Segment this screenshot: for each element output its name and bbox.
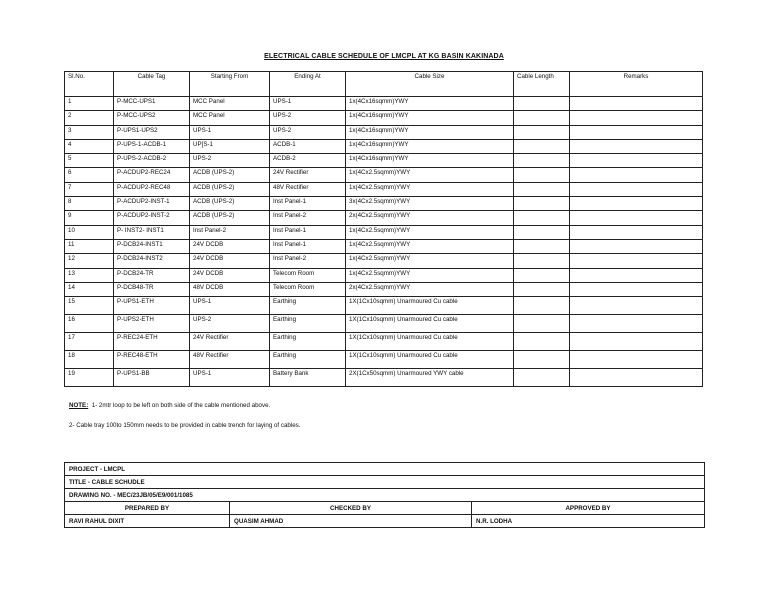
remarks-cell [570, 369, 703, 387]
cable-length-cell [514, 125, 570, 139]
cable-size-cell: 1x(4Cx16sqmm)YWY [346, 97, 514, 111]
ending-at-cell: ACDB-1 [270, 139, 346, 153]
remarks-cell [570, 182, 703, 196]
starting-from-cell: MCC Panel [190, 97, 270, 111]
remarks-cell [570, 268, 703, 282]
sl-no-cell: 9 [65, 211, 114, 225]
ending-at-cell: Earthing [270, 351, 346, 369]
cable-length-cell [514, 351, 570, 369]
approved-by-label: APPROVED BY [472, 502, 705, 515]
cable-length-cell [514, 139, 570, 153]
remarks-cell [570, 211, 703, 225]
remarks-cell [570, 154, 703, 168]
cable-length-cell [514, 254, 570, 268]
cable-size-cell: 1x(4Cx16sqmm)YWY [346, 154, 514, 168]
cable-tag-cell: P-ACDUP2-REC48 [114, 182, 190, 196]
cable-size-cell: 1x(4Cx2.5sqmm)YWY [346, 168, 514, 182]
table-row [65, 239, 703, 253]
table-row [65, 197, 703, 211]
starting-from-cell: ACDB (UPS-2) [190, 182, 270, 196]
remarks-cell [570, 97, 703, 111]
table-row [65, 97, 703, 111]
remarks-cell [570, 333, 703, 351]
prepared-by-name: RAVI RAHUL DIXIT [65, 515, 230, 528]
sl-no-cell: 19 [65, 369, 114, 387]
table-row [65, 225, 703, 239]
cable-size-cell: 1X(1Cx10sqmm) Unarmoured Cu cable [346, 351, 514, 369]
starting-from-cell: UP[S-1 [190, 139, 270, 153]
starting-from-cell: MCC Panel [190, 111, 270, 125]
remarks-cell [570, 125, 703, 139]
starting-from-cell: UPS-1 [190, 297, 270, 315]
starting-from-cell: UPS-2 [190, 154, 270, 168]
remarks-cell [570, 168, 703, 182]
ending-at-cell: 48V Rectifier [270, 182, 346, 196]
starting-from-cell: ACDB (UPS-2) [190, 211, 270, 225]
cable-length-cell [514, 211, 570, 225]
cable-size-cell: 1X(1Cx10sqmm) Unarmoured Cu cable [346, 297, 514, 315]
ending-at-cell: Inst Panel-2 [270, 254, 346, 268]
note-1 [69, 402, 270, 409]
cable-length-cell [514, 333, 570, 351]
ending-at-cell: UPS-1 [270, 97, 346, 111]
table-row [65, 125, 703, 139]
cable-tag-cell: P-ACDUP2-REC24 [114, 168, 190, 182]
table-row [65, 351, 703, 369]
remarks-cell [570, 315, 703, 333]
table-row [65, 333, 703, 351]
table-row [65, 369, 703, 387]
title-cell: TITLE - CABLE SCHUDLE [65, 476, 705, 489]
cable-tag-cell: P-ACDUP2-INST-1 [114, 197, 190, 211]
ending-at-cell: Telecom Room [270, 268, 346, 282]
table-row [65, 268, 703, 282]
cable-size-cell: 2x(4Cx2.5sqmm)YWY [346, 282, 514, 296]
cable-tag-cell: P-DCB24-INST1 [114, 239, 190, 253]
cable-tag-cell: P-MCC-UPS2 [114, 111, 190, 125]
cable-tag-cell: P-MCC-UPS1 [114, 97, 190, 111]
col-header: Ending At [270, 72, 346, 97]
cable-tag-cell: P-REC24-ETH [114, 333, 190, 351]
ending-at-cell: Inst Panel-1 [270, 239, 346, 253]
starting-from-cell: 24V DCDB [190, 239, 270, 253]
remarks-cell [570, 197, 703, 211]
project-cell: PROJECT - LMCPL [65, 463, 705, 476]
cable-tag-cell: P-ACDUP2-INST-2 [114, 211, 190, 225]
sl-no-cell: 5 [65, 154, 114, 168]
cable-size-cell: 2X(1Cx50sqmm) Unarmoured YWY cable [346, 369, 514, 387]
approved-by-name: N.R. LODHA [472, 515, 705, 528]
table-header-row [65, 72, 703, 97]
starting-from-cell: UPS-2 [190, 315, 270, 333]
cable-tag-cell: P-DCB24-TR [114, 268, 190, 282]
table-row [65, 182, 703, 196]
col-header: Remarks [570, 72, 703, 97]
cable-length-cell [514, 197, 570, 211]
starting-from-cell: 48V DCDB [190, 282, 270, 296]
sl-no-cell: 12 [65, 254, 114, 268]
cable-schedule-table [64, 71, 703, 387]
title-block [64, 462, 705, 528]
starting-from-cell: UPS-1 [190, 125, 270, 139]
starting-from-cell: 24V Rectifier [190, 333, 270, 351]
starting-from-cell: Inst Panel-2 [190, 225, 270, 239]
sl-no-cell: 13 [65, 268, 114, 282]
table-row [65, 254, 703, 268]
sl-no-cell: 8 [65, 197, 114, 211]
sl-no-cell: 15 [65, 297, 114, 315]
ending-at-cell: Earthing [270, 333, 346, 351]
remarks-cell [570, 282, 703, 296]
cable-size-cell: 1x(4Cx2.5sqmm)YWY [346, 239, 514, 253]
sl-no-cell: 7 [65, 182, 114, 196]
cable-length-cell [514, 282, 570, 296]
cable-length-cell [514, 154, 570, 168]
cable-size-cell: 1x(4Cx2.5sqmm)YWY [346, 268, 514, 282]
sl-no-cell: 16 [65, 315, 114, 333]
cable-length-cell [514, 239, 570, 253]
remarks-cell [570, 254, 703, 268]
note-1-text: 1- 2mtr loop to be left on both side of the cable mentioned above. [91, 402, 271, 409]
drawing-number-cell: DRAWING NO. - MEC/23JB/05/E9/001/1085 [65, 489, 705, 502]
remarks-cell [570, 351, 703, 369]
starting-from-cell: UPS-1 [190, 369, 270, 387]
checked-by-name: QUASIM AHMAD [230, 515, 472, 528]
sl-no-cell: 2 [65, 111, 114, 125]
ending-at-cell: ACDB-2 [270, 154, 346, 168]
ending-at-cell: UPS-2 [270, 111, 346, 125]
cable-tag-cell: P-UPS1-UPS2 [114, 125, 190, 139]
cable-size-cell: 1x(4Cx2.5sqmm)YWY [346, 182, 514, 196]
ending-at-cell: Earthing [270, 315, 346, 333]
cable-length-cell [514, 315, 570, 333]
starting-from-cell: ACDB (UPS-2) [190, 197, 270, 211]
col-header: Cable Length [514, 72, 570, 97]
table-row [65, 297, 703, 315]
checked-by-label: CHECKED BY [230, 502, 472, 515]
cable-length-cell [514, 268, 570, 282]
sl-no-cell: 17 [65, 333, 114, 351]
cable-size-cell: 2x(4Cx2.5sqmm)YWY [346, 211, 514, 225]
col-header: Starting From [190, 72, 270, 97]
cable-tag-cell: P-UPS-1-ACDB-1 [114, 139, 190, 153]
cable-size-cell: 1X(1Cx10sqmm) Unarmoured Cu cable [346, 315, 514, 333]
remarks-cell [570, 225, 703, 239]
prepared-by-label: PREPARED BY [65, 502, 230, 515]
col-header: Cable Size [346, 72, 514, 97]
sl-no-cell: 14 [65, 282, 114, 296]
cable-size-cell: 1x(4Cx2.5sqmm)YWY [346, 225, 514, 239]
remarks-cell [570, 111, 703, 125]
cable-tag-cell: P-DCB24-INST2 [114, 254, 190, 268]
sl-no-cell: 11 [65, 239, 114, 253]
starting-from-cell: 24V DCDB [190, 268, 270, 282]
cable-tag-cell: P-UPS1-ETH [114, 297, 190, 315]
remarks-cell [570, 297, 703, 315]
sl-no-cell: 3 [65, 125, 114, 139]
sl-no-cell: 18 [65, 351, 114, 369]
note-2: 2- Cable tray 100to 150mm needs to be provided in cable trench for laying of cables. [69, 422, 301, 429]
cable-size-cell: 3x(4Cx2.5sqmm)YWY [346, 197, 514, 211]
ending-at-cell: Earthing [270, 297, 346, 315]
cable-size-cell: 1x(4Cx2.5sqmm)YWY [346, 254, 514, 268]
cable-size-cell: 1x(4Cx16sqmm)YWY [346, 111, 514, 125]
cable-length-cell [514, 168, 570, 182]
cable-tag-cell: P-UPS-2-ACDB-2 [114, 154, 190, 168]
sl-no-cell: 10 [65, 225, 114, 239]
cable-tag-cell: P-DCB48-TR [114, 282, 190, 296]
ending-at-cell: Battery Bank [270, 369, 346, 387]
cable-size-cell: 1x(4Cx16sqmm)YWY [346, 139, 514, 153]
table-row [65, 282, 703, 296]
sl-no-cell: 4 [65, 139, 114, 153]
document-title: ELECTRICAL CABLE SCHEDULE OF LMCPL AT KG BASIN KAKINADA [264, 53, 504, 60]
table-row [65, 315, 703, 333]
ending-at-cell: UPS-2 [270, 125, 346, 139]
col-header: Sl.No. [65, 72, 114, 97]
ending-at-cell: Inst Panel-2 [270, 211, 346, 225]
cable-length-cell [514, 369, 570, 387]
starting-from-cell: 24V DCDB [190, 254, 270, 268]
cable-tag-cell: P-UPS2-ETH [114, 315, 190, 333]
table-row [65, 139, 703, 153]
col-header: Cable Tag [114, 72, 190, 97]
starting-from-cell: ACDB (UPS-2) [190, 168, 270, 182]
cable-tag-cell: P-UPS1-BB [114, 369, 190, 387]
cable-length-cell [514, 182, 570, 196]
cable-size-cell: 1x(4Cx16sqmm)YWY [346, 125, 514, 139]
cable-tag-cell: P-REC48-ETH [114, 351, 190, 369]
remarks-cell [570, 139, 703, 153]
table-row [65, 154, 703, 168]
table-row [65, 168, 703, 182]
table-row [65, 111, 703, 125]
remarks-cell [570, 239, 703, 253]
ending-at-cell: Telecom Room [270, 282, 346, 296]
cable-length-cell [514, 225, 570, 239]
ending-at-cell: Inst Panel-1 [270, 197, 346, 211]
note-label: NOTE: [69, 402, 89, 409]
ending-at-cell: Inst Panel-1 [270, 225, 346, 239]
sl-no-cell: 6 [65, 168, 114, 182]
table-row [65, 211, 703, 225]
ending-at-cell: 24V Rectifier [270, 168, 346, 182]
cable-tag-cell: P- INST2- INST1 [114, 225, 190, 239]
sl-no-cell: 1 [65, 97, 114, 111]
cable-size-cell: 1X(1Cx10sqmm) Unarmoured Cu cable [346, 333, 514, 351]
cable-length-cell [514, 111, 570, 125]
starting-from-cell: 48V Rectifier [190, 351, 270, 369]
cable-length-cell [514, 297, 570, 315]
cable-length-cell [514, 97, 570, 111]
